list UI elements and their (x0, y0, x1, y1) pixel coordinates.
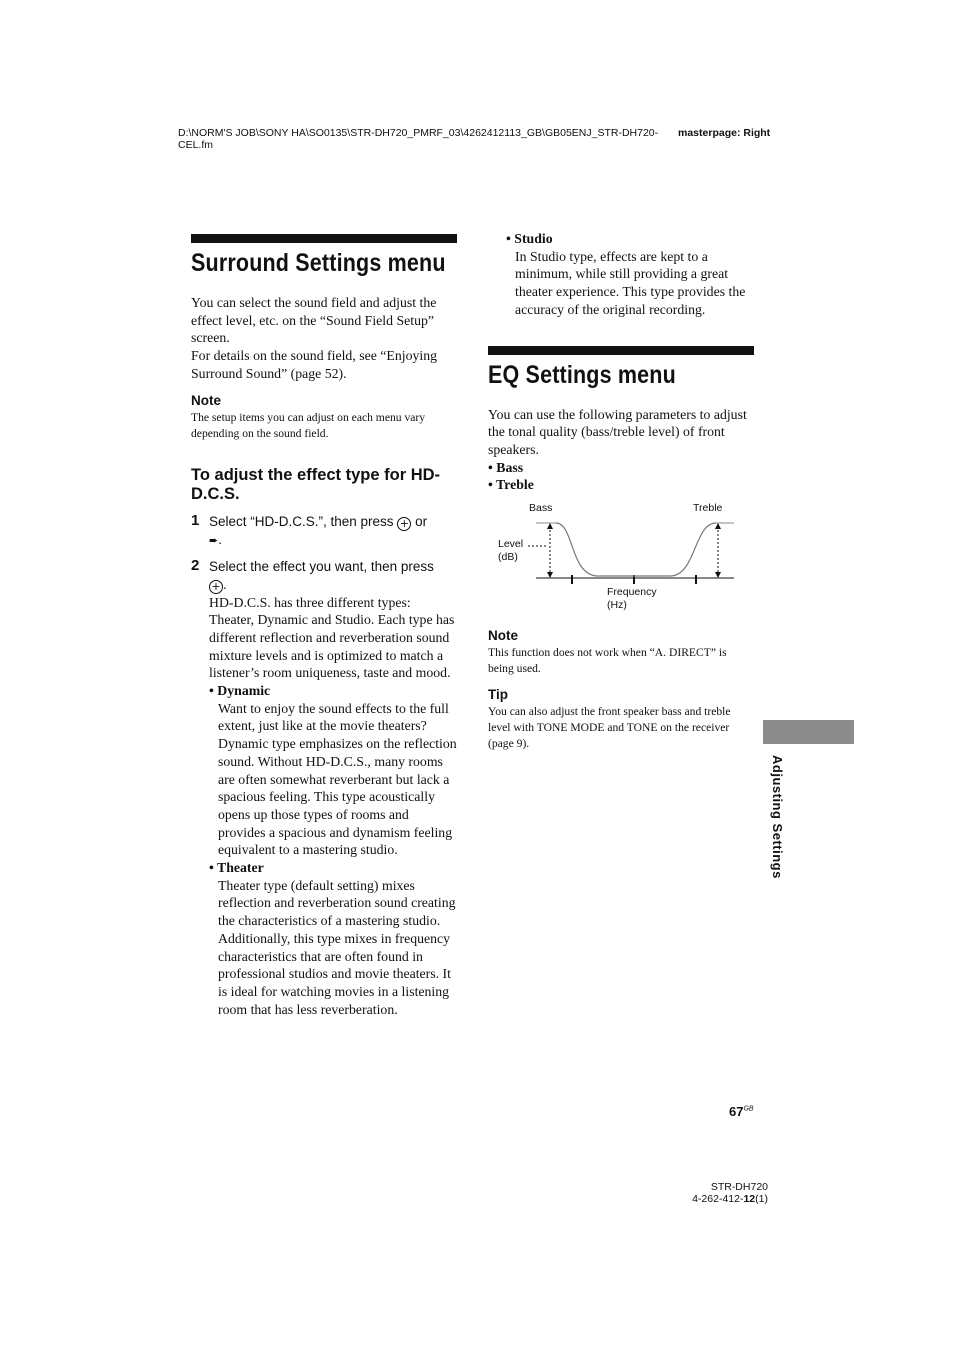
step-1-text: Select “HD-D.C.S.”, then press (209, 513, 394, 529)
surround-intro-2: For details on the sound field, see “Enjoying Surround Sound” (page 52). (191, 348, 437, 381)
graph-db-label: (dB) (498, 551, 518, 564)
surround-title: Surround Settings menu (191, 249, 446, 277)
hddcs-description (191, 594, 457, 1019)
step-2-number: 2 (191, 556, 200, 574)
file-path-header: D:\NORM'S JOB\SONY HA\SO0135\STR-DH720_PMRF_03\4262412113_GB\GB05ENJ_STR-DH720-CEL.fm (178, 127, 659, 151)
page-number-value: 67 (729, 1104, 744, 1119)
step-1: 1 Select “HD-D.C.S.”, then press + or ➨. (191, 511, 428, 547)
footer-code-bold: 12 (743, 1193, 756, 1205)
eq-bullet-bass: • Bass (488, 459, 524, 475)
eq-note-text: This function does not work when “A. DIRECT” is being used. (488, 646, 727, 676)
step-1-or: or (415, 513, 428, 529)
graph-frequency-label: Frequency (607, 586, 657, 599)
footer-code-pre: 4-262-412- (692, 1193, 744, 1205)
studio-block (488, 230, 754, 319)
step-1-number: 1 (191, 511, 200, 529)
eq-title-bar (488, 346, 754, 355)
masterpage-label: masterpage: Right (678, 127, 771, 139)
dynamic-heading: • Dynamic (209, 683, 271, 699)
footer-model-info (660, 1181, 768, 1205)
step-2: 2 Select the effect you want, then press + . (191, 556, 434, 593)
eq-bullet-treble: • Treble (488, 477, 534, 493)
studio-heading: • Studio (506, 231, 553, 246)
footer-code (660, 1193, 768, 1205)
chapter-tab (763, 720, 854, 744)
graph-level-label: Level (498, 538, 524, 551)
footer-model: STR-DH720 (710, 1181, 768, 1193)
page-number-suffix: GB (743, 1105, 754, 1113)
theater-heading: • Theater (209, 860, 264, 876)
surround-intro-1: You can select the sound field and adjust the effect level, etc. on the “Sound Field Setup” screen. (191, 295, 437, 346)
eq-graph (488, 500, 754, 618)
surround-note-text: The setup items you can adjust on each menu vary depending on the sound field. (191, 410, 426, 440)
theater-text: Theater type (default setting) mixes reflection and reverberation sound creating the characteristics of a mastering studio. Additionally, this type mixes in frequency characteristics that are often found in professional studios and movie theaters. It is ideal for watching movies in a listening room that has less reverberation. (218, 877, 456, 1017)
tip-heading: Tip (488, 687, 508, 703)
eq-curve-svg (488, 500, 754, 618)
graph-treble-label: Treble (693, 502, 723, 515)
page-number (729, 1104, 754, 1119)
surround-section (191, 234, 457, 1018)
right-arrow-icon: ➨ (209, 533, 219, 547)
enter-button-icon: + (397, 517, 411, 531)
eq-intro: You can use the following parameters to adjust the tonal quality (bass/treble level) of front speakers. (488, 406, 747, 457)
hddcs-body: HD-D.C.S. has three different types: Theater, Dynamic and Studio. Each type has different reflection and reverberation sound mixture levels and is optimized to match a listener’s room uniqueness, taste and mood. (209, 594, 455, 681)
right-column (488, 230, 754, 752)
graph-hz-label: (Hz) (607, 599, 627, 612)
eq-title: EQ Settings menu (488, 360, 676, 389)
footer-code-post: (1) (755, 1193, 768, 1205)
dynamic-text: Want to enjoy the sound effects to the full extent, just like at the movie theaters? Dynamic type emphasizes on the reflection sound. Without HD-D.C.S., many rooms are often somewhat reverberant but lack a spacious feeling. This type acoustically opens up those types of rooms and provides a spacious and dynamism feeling equivalent to a mastering studio. (218, 700, 457, 858)
tip-text: You can also adjust the front speaker bass and treble level with TONE MODE and TONE on the receiver (page 9). (488, 705, 731, 751)
enter-button-icon: + (209, 580, 223, 594)
step-2-text: Select the effect you want, then press (209, 558, 434, 574)
section-title-bar (191, 234, 457, 243)
chapter-tab-label: Adjusting Settings (770, 755, 785, 879)
eq-note-heading: Note (488, 628, 518, 644)
hddcs-subheading: To adjust the effect type for HD-D.C.S. (191, 465, 441, 504)
graph-bass-label: Bass (529, 502, 553, 515)
studio-text: In Studio type, effects are kept to a minimum, while still providing a great theater experience. This type provides the accuracy of the original recording. (515, 248, 746, 317)
surround-note-heading: Note (191, 392, 221, 408)
eq-curve (556, 523, 716, 576)
